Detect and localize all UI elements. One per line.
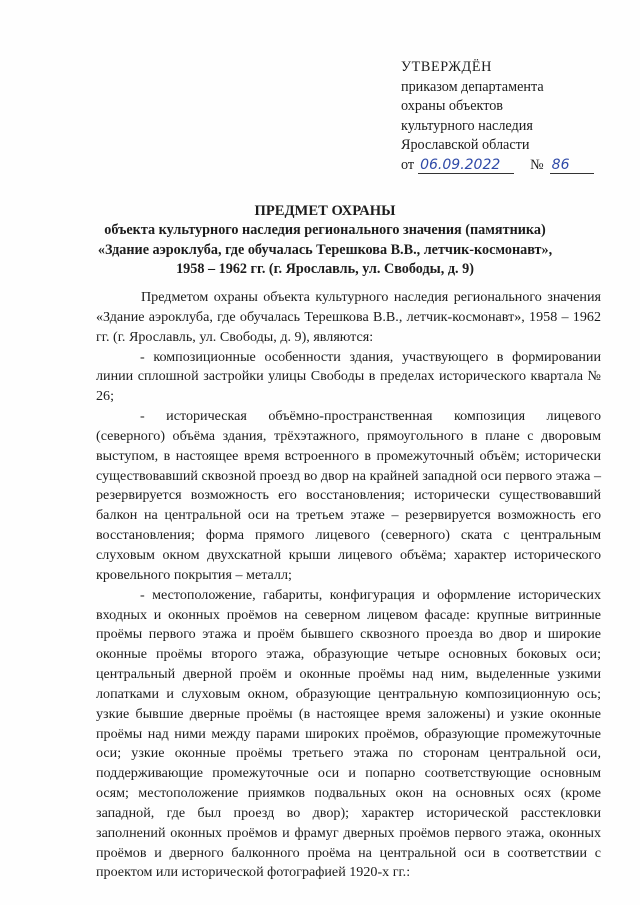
approval-line: приказом департамента <box>401 78 544 95</box>
title-line: объекта культурного наследия регионального значения (памятника) <box>104 222 546 238</box>
approval-line: Ярославской области <box>401 137 530 153</box>
list-item: - местоположение, габариты, конфигурация и оформление исторических входных и оконных проёмов на северном лицевом фасаде: крупные витринные проёмы первого этажа и проём бывшего сквозного проезда во двор и широкие оконные проёмы второго этажа, образующие четыре основных боковых оси; центральный дверной проём и оконные проёмы над ним, выделенные узкими лопатками и слуховым окном, образующие центральную композиционную ось; узкие бывшие дверные проёмы (в настоящее время заложены) и узкие оконные проёмы над ними между парами широких проёмов, образующие промежуточные оси; узкие оконные проёмы третьего этажа по сторонам центральной оси, поддерживающие промежуточные оси и попарно соответствующие основным осям; местоположение приямков подвальных окон на основных осях (кроме западной, где был проезд во двор); характер исторической расстекловки заполнений оконных проёмов и фрамуг дверных проёмов первого этажа, оконных проёмов и дверного балконного проёма на центральной оси в соответствии с проектом или исторической фотографией 1920-х гг.: <box>96 586 601 881</box>
title-line: «Здание аэроклуба, где обучалась Терешкова В.В., летчик-космонавт», <box>97 241 553 258</box>
title-line: 1958 – 1962 гг. (г. Ярославль, ул. Свободы, д. 9) <box>176 261 474 278</box>
title-main: ПРЕДМЕТ ОХРАНЫ <box>254 203 396 219</box>
approval-line: культурного наследия <box>401 117 533 134</box>
document-title <box>60 202 590 280</box>
document-body <box>96 288 601 883</box>
handwritten-number: 86 <box>550 157 594 174</box>
approval-line: охраны объектов <box>401 98 503 114</box>
intro-paragraph: Предметом охраны объекта культурного наследия регионального значения «Здание аэроклуба, где обучалась Терешкова В.В., летчик-космонавт», 1958 – 1962 гг. (г. Ярославль, ул. Свободы, д. 9), являются: <box>96 289 601 345</box>
list-item: - композиционные особенности здания, участвующего в формировании линии сплошной застройки улицы Свободы в пределах исторического квартала № 26; <box>96 348 601 405</box>
approval-block <box>401 58 611 175</box>
approval-heading: УТВЕРЖДЁН <box>401 59 492 75</box>
handwritten-date: 06.09.2022 <box>418 157 514 174</box>
list-item: - историческая объёмно-пространственная композиция лицевого (северного) объёма здания, трёхэтажного, прямоугольного в плане с дворовым выступом, в настоящее время встроенного в промежуточный объём; исторически существовавший сквозной проезд во двор на крайней западной оси первого этажа – резервируется возможность его восстановления; исторически существовавший балкон на центральной оси на третьем этаже – резервируется возможность его восстановления; форма прямого лицевого (северного) ската с центральным слуховым окном двухскатной крыши лицевого объёма; характер исторического кровельного покрытия – металл; <box>96 408 601 583</box>
approval-date-number-row <box>401 156 611 176</box>
number-prefix: № <box>530 156 544 173</box>
date-prefix: от <box>401 156 415 173</box>
